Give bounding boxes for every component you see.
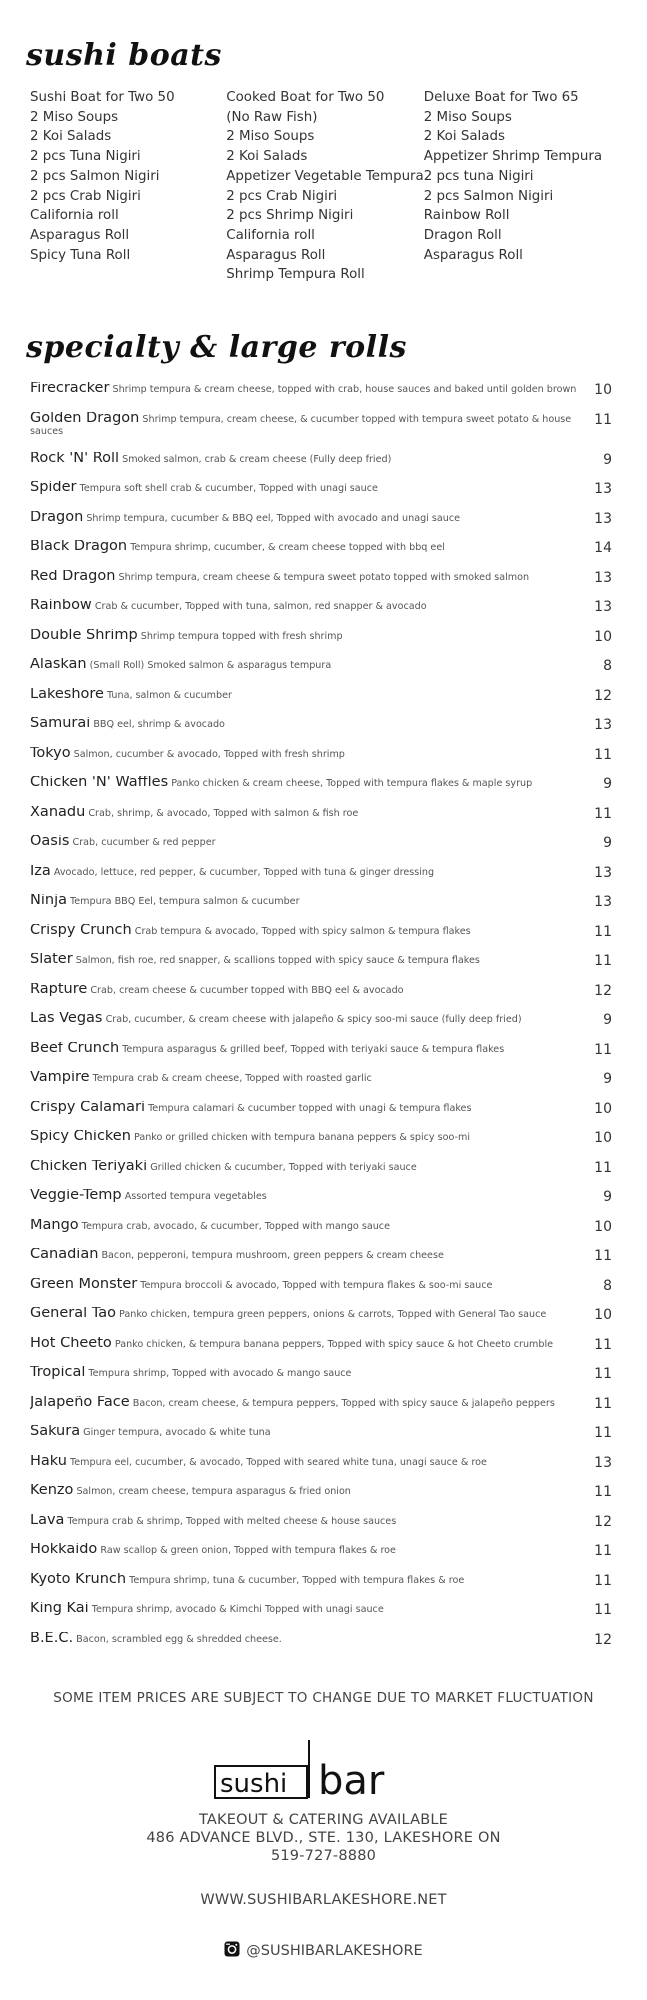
roll-price: 11 — [594, 805, 612, 822]
roll-price: 13 — [594, 599, 612, 615]
boat-item: (No Raw Fish) — [226, 109, 318, 125]
boat-item: 2 pcs Salmon Nigiri — [423, 188, 554, 204]
roll-description: Bacon, scrambled egg & shredded cheese. — [76, 1633, 282, 1645]
roll-price: 13 — [594, 569, 612, 586]
roll-name: Lakeshore — [30, 687, 104, 702]
roll-description: Raw scallop & green onion, Topped with tempura flakes & roe — [100, 1545, 396, 1556]
website-link[interactable]: WWW.SUSHIBARLAKESHORE.NET — [200, 1892, 447, 1908]
takeout-catering-text: TAKEOUT & CATERING AVAILABLE — [198, 1812, 448, 1828]
roll-description: Tempura soft shell crab & cucumber, Topped with unagi sauce — [79, 483, 378, 494]
specialty-rolls-title: specialty & large rolls — [26, 330, 407, 365]
roll-name: Spider — [30, 481, 77, 495]
roll-name: Jalapeño Face — [30, 1395, 130, 1410]
roll-name: Ninja — [30, 894, 67, 908]
roll-name: Veggie-Temp — [30, 1189, 122, 1203]
roll-description: Shrimp tempura, cream cheese, & cucumber topped with tempura sweet potato & house sauces — [30, 413, 572, 437]
sushibar-logo — [214, 1738, 430, 1800]
roll-item — [30, 1632, 614, 1662]
roll-item — [30, 924, 614, 954]
roll-name: Beef Crunch — [30, 1041, 120, 1056]
roll-price: 10 — [594, 1307, 612, 1323]
roll-name: Crispy Crunch — [30, 923, 132, 938]
boat-item: 2 pcs Shrimp Nigiri — [226, 208, 354, 224]
roll-item — [30, 806, 614, 836]
roll-description: Shrimp tempura, cream cheese & tempura sweet potato topped with smoked salmon — [118, 571, 530, 583]
roll-price: 11 — [594, 746, 612, 763]
roll-name: Tropical — [30, 1366, 86, 1380]
roll-description: Smoked salmon, crab & cream cheese (Fully deep fried) — [122, 453, 392, 465]
roll-description: Panko chicken, tempura green peppers, onions & carrots, Topped with General Tao sauce — [119, 1309, 547, 1320]
roll-name: Black Dragon — [30, 540, 128, 554]
roll-price: 9 — [603, 776, 612, 792]
roll-description: Salmon, fish roe, red snapper, & scallions topped with spicy sauce & tempura flakes — [75, 955, 480, 966]
sushibar-logo-graphic — [214, 1738, 430, 1800]
roll-item — [30, 1484, 614, 1514]
boat-name: Cooked Boat for Two 50 — [226, 90, 385, 105]
roll-item — [30, 1248, 614, 1278]
roll-price: 11 — [594, 1425, 612, 1441]
roll-description: Shrimp tempura topped with fresh shrimp — [140, 630, 343, 642]
roll-price: 12 — [594, 982, 612, 999]
roll-price: 9 — [603, 835, 612, 851]
roll-description: Ginger tempura, avocado & white tuna — [83, 1427, 271, 1438]
roll-price: 13 — [594, 481, 612, 497]
roll-item — [30, 382, 614, 412]
roll-description: Tempura shrimp, Topped with avocado & mango sauce — [88, 1368, 352, 1379]
roll-item — [30, 1130, 614, 1160]
roll-price: 10 — [594, 1100, 612, 1117]
roll-description: Assorted tempura vegetables — [124, 1191, 267, 1202]
boat-item: 2 Koi Salads — [30, 129, 112, 145]
boat-item: 2 pcs tuna Nigiri — [423, 168, 534, 184]
roll-name: Haku — [30, 1454, 67, 1469]
roll-description: Crab, cucumber & red pepper — [72, 837, 216, 848]
roll-description: Crab, cream cheese & cucumber topped with BBQ eel & avocado — [90, 984, 404, 996]
boat-column — [226, 88, 424, 285]
roll-description: Shrimp tempura, cucumber & BBQ eel, Topped with avocado and unagi sauce — [86, 512, 461, 524]
roll-description: Tempura shrimp, cucumber, & cream cheese topped with bbq eel — [130, 542, 445, 553]
specialty-rolls-list — [30, 382, 614, 1661]
roll-price: 9 — [603, 451, 612, 468]
boat-item: Dragon Roll — [423, 227, 502, 243]
roll-name: Slater — [30, 953, 73, 967]
roll-name: Tokyo — [30, 746, 71, 761]
roll-name: Firecracker — [30, 382, 110, 396]
instagram-handle[interactable] — [0, 1941, 647, 1961]
logo-text-bar: bar — [318, 1758, 385, 1800]
roll-name: King Kai — [30, 1602, 89, 1616]
address-text: 486 ADVANCE BLVD., STE. 130, LAKESHORE ON — [146, 1830, 501, 1846]
roll-name: Samurai — [30, 717, 91, 731]
boat-item: Appetizer Shrimp Tempura — [423, 149, 603, 165]
roll-description: Panko chicken & cream cheese, Topped with tempura flakes & maple syrup — [171, 778, 533, 789]
roll-name: Iza — [30, 864, 51, 879]
roll-price: 11 — [594, 953, 612, 969]
boat-item: California roll — [30, 208, 119, 224]
boat-item: Asparagus Roll — [226, 247, 326, 263]
roll-item — [30, 511, 614, 541]
boat-column — [30, 88, 226, 285]
roll-description: Shrimp tempura & cream cheese, topped with crab, house sauces and baked until golden brown — [112, 384, 577, 395]
roll-description: Salmon, cucumber & avocado, Topped with fresh shrimp — [73, 748, 345, 760]
boat-item: Shrimp Tempura Roll — [226, 267, 365, 283]
boat-item: 2 pcs Crab Nigiri — [226, 188, 338, 204]
boat-column — [424, 88, 620, 285]
boat-item: 2 Miso Soups — [423, 109, 512, 125]
roll-price: 11 — [594, 1543, 612, 1559]
roll-name: General Tao — [30, 1307, 116, 1321]
roll-price: 9 — [603, 1071, 612, 1087]
roll-price: 8 — [603, 658, 612, 674]
roll-price: 9 — [603, 1012, 612, 1028]
roll-price: 12 — [594, 1513, 612, 1530]
roll-item — [30, 1101, 614, 1131]
boat-item: 2 Koi Salads — [423, 129, 505, 145]
roll-price: 9 — [603, 1189, 612, 1205]
roll-price: 10 — [594, 628, 612, 645]
roll-item — [30, 1012, 614, 1042]
roll-item — [30, 481, 614, 511]
roll-price: 13 — [594, 717, 612, 733]
boat-item: 2 pcs Salmon Nigiri — [30, 168, 160, 184]
roll-description: Salmon, cream cheese, tempura asparagus & fried onion — [76, 1486, 351, 1497]
roll-description: Tempura crab & cream cheese, Topped with roasted garlic — [92, 1073, 372, 1084]
roll-item — [30, 1573, 614, 1603]
roll-price: 11 — [594, 923, 612, 940]
roll-price: 13 — [594, 510, 612, 527]
roll-name: Xanadu — [30, 805, 86, 820]
roll-name: Oasis — [30, 835, 70, 849]
roll-item — [30, 658, 614, 688]
roll-price: 11 — [594, 411, 612, 428]
roll-description: Tempura shrimp, avocado & Kimchi Topped with unagi sauce — [91, 1604, 384, 1615]
roll-description: Crab, cucumber, & cream cheese with jalapeño & spicy soo-mi sauce (fully deep fried) — [105, 1014, 522, 1025]
roll-item — [30, 1543, 614, 1573]
roll-description: (Small Roll) Smoked salmon & asparagus tempura — [89, 660, 332, 671]
roll-item — [30, 747, 614, 777]
boat-item: Asparagus Roll — [30, 227, 130, 243]
roll-name: Lava — [30, 1513, 65, 1528]
roll-name: Rainbow — [30, 599, 92, 613]
roll-price: 10 — [594, 382, 612, 398]
boat-item: 2 Miso Soups — [30, 109, 119, 125]
boat-name: Deluxe Boat for Two 65 — [423, 90, 579, 105]
roll-price: 11 — [594, 1248, 612, 1264]
roll-description: Tempura crab, avocado, & cucumber, Topped with mango sauce — [81, 1220, 390, 1232]
roll-price: 11 — [594, 1484, 612, 1500]
price-disclaimer: SOME ITEM PRICES ARE SUBJECT TO CHANGE DUE TO MARKET FLUCTUATION — [53, 1690, 594, 1706]
roll-price: 11 — [594, 1336, 612, 1353]
sushi-boats-title: sushi boats — [26, 38, 222, 73]
roll-price: 11 — [594, 1366, 612, 1382]
roll-item — [30, 835, 614, 865]
roll-item — [30, 953, 614, 983]
roll-item — [30, 865, 614, 895]
roll-item — [30, 1042, 614, 1072]
roll-price: 12 — [594, 1631, 612, 1648]
roll-description: Tempura crab & shrimp, Topped with melted cheese & house sauces — [67, 1515, 397, 1527]
roll-item — [30, 1307, 614, 1337]
roll-description: Crab & cucumber, Topped with tuna, salmon, red snapper & avocado — [94, 601, 427, 612]
roll-price: 10 — [594, 1218, 612, 1235]
roll-name: Las Vegas — [30, 1012, 103, 1026]
roll-item — [30, 1189, 614, 1219]
roll-description: Tempura asparagus & grilled beef, Topped with teriyaki sauce & tempura flakes — [122, 1043, 505, 1055]
boat-item: 2 Koi Salads — [226, 149, 308, 165]
roll-item — [30, 1160, 614, 1190]
roll-name: Vampire — [30, 1071, 90, 1085]
roll-item — [30, 688, 614, 718]
roll-price: 13 — [594, 1454, 612, 1471]
phone-number: 519-727-8880 — [270, 1848, 377, 1864]
roll-name: Hot Cheeto — [30, 1336, 112, 1351]
roll-name: Kyoto Krunch — [30, 1572, 127, 1587]
roll-name: Chicken 'N' Waffles — [30, 776, 169, 790]
instagram-handle-text: @SUSHIBARLAKESHORE — [246, 1943, 423, 1959]
roll-item — [30, 540, 614, 570]
roll-name: Mango — [30, 1218, 79, 1233]
roll-item — [30, 1071, 614, 1101]
roll-name: Canadian — [30, 1248, 99, 1262]
roll-description: Tempura broccoli & avocado, Topped with tempura flakes & soo-mi sauce — [140, 1279, 493, 1291]
boat-item: 2 pcs Tuna Nigiri — [30, 149, 141, 165]
roll-item — [30, 1278, 614, 1308]
roll-item — [30, 599, 614, 629]
roll-price: 11 — [594, 1395, 612, 1412]
boat-item: Rainbow Roll — [423, 208, 510, 224]
roll-description: Crab, shrimp, & avocado, Topped with salmon & fish roe — [88, 807, 359, 819]
roll-description: Grilled chicken & cucumber, Topped with teriyaki sauce — [150, 1161, 417, 1173]
roll-price: 11 — [594, 1041, 612, 1058]
roll-name: Golden Dragon — [30, 411, 140, 426]
roll-name: Dragon — [30, 510, 84, 525]
roll-description: Tempura BBQ Eel, tempura salmon & cucumber — [70, 896, 300, 907]
roll-item — [30, 894, 614, 924]
roll-name: Double Shrimp — [30, 628, 138, 643]
logo-text-sushi: sushi — [220, 1769, 288, 1799]
roll-description: Bacon, pepperoni, tempura mushroom, green peppers & cream cheese — [101, 1250, 444, 1261]
roll-item — [30, 1602, 614, 1632]
roll-name: Green Monster — [30, 1277, 138, 1292]
roll-price: 8 — [603, 1277, 612, 1294]
boat-item: 2 pcs Crab Nigiri — [30, 188, 141, 204]
roll-item — [30, 1455, 614, 1485]
roll-item — [30, 412, 614, 452]
boat-item: Spicy Tuna Roll — [30, 247, 131, 263]
roll-price: 11 — [594, 1159, 612, 1176]
roll-price: 13 — [594, 894, 612, 910]
roll-price: 11 — [594, 1602, 612, 1618]
roll-item — [30, 1337, 614, 1367]
roll-price: 13 — [594, 864, 612, 881]
boat-item: Appetizer Vegetable Tempura — [226, 168, 424, 184]
roll-item — [30, 570, 614, 600]
roll-item — [30, 629, 614, 659]
roll-description: Panko or grilled chicken with tempura banana peppers & spicy soo-mi — [133, 1132, 471, 1143]
roll-item — [30, 1219, 614, 1249]
sushi-boats-list — [30, 88, 620, 285]
roll-name: Rapture — [30, 982, 88, 997]
roll-price: 14 — [594, 540, 612, 556]
roll-description: Tuna, salmon & cucumber — [107, 689, 232, 701]
roll-name: Rock 'N' Roll — [30, 451, 120, 466]
roll-name: Alaskan — [30, 658, 87, 672]
roll-name: Red Dragon — [30, 569, 116, 584]
boat-item: California roll — [226, 227, 315, 243]
roll-name: Chicken Teriyaki — [30, 1159, 148, 1174]
roll-price: 11 — [594, 1572, 612, 1589]
roll-item — [30, 1366, 614, 1396]
roll-description: Tempura eel, cucumber, & avocado, Topped with seared white tuna, unagi sauce & roe — [70, 1456, 487, 1468]
roll-description: Crab tempura & avocado, Topped with spicy salmon & tempura flakes — [134, 925, 471, 937]
roll-description: Panko chicken, & tempura banana peppers, Topped with spicy sauce & hot Cheeto crumble — [114, 1338, 554, 1350]
roll-price: 12 — [594, 687, 612, 704]
boat-name: Sushi Boat for Two 50 — [30, 90, 175, 105]
roll-price: 10 — [594, 1130, 612, 1146]
boat-item: 2 Miso Soups — [226, 129, 315, 145]
roll-description: BBQ eel, shrimp & avocado — [93, 719, 225, 730]
roll-description: Avocado, lettuce, red pepper, & cucumber, Topped with tuna & ginger dressing — [53, 866, 435, 878]
roll-name: Crispy Calamari — [30, 1100, 145, 1115]
roll-description: Tempura shrimp, tuna & cucumber, Topped with tempura flakes & roe — [129, 1574, 465, 1586]
roll-name: Spicy Chicken — [30, 1130, 131, 1144]
roll-item — [30, 1425, 614, 1455]
roll-description: Bacon, cream cheese, & tempura peppers, Topped with spicy sauce & jalapeño peppers — [132, 1397, 555, 1409]
roll-item — [30, 1396, 614, 1426]
roll-name: B.E.C. — [30, 1631, 74, 1646]
roll-name: Kenzo — [30, 1484, 74, 1498]
roll-item — [30, 717, 614, 747]
roll-description: Tempura calamari & cucumber topped with unagi & tempura flakes — [148, 1102, 472, 1114]
instagram-icon — [224, 1941, 240, 1961]
boat-item: Asparagus Roll — [423, 247, 523, 263]
roll-name: Sakura — [30, 1425, 81, 1439]
roll-item — [30, 776, 614, 806]
roll-item — [30, 452, 614, 482]
roll-item — [30, 983, 614, 1013]
roll-name: Hokkaido — [30, 1543, 98, 1557]
roll-item — [30, 1514, 614, 1544]
